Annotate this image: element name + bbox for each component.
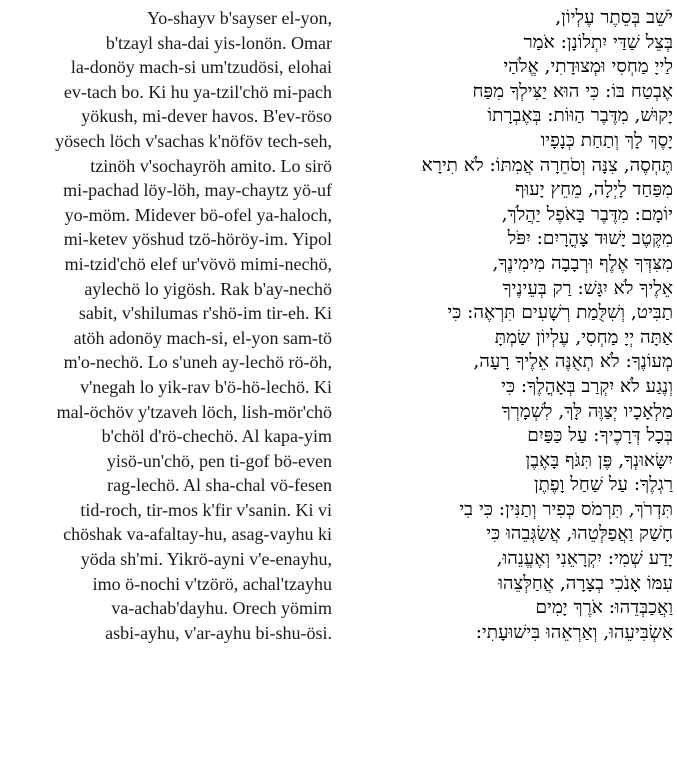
- hebrew-line: חָשַׁק וַאֲפַלְּטֵהוּ, אֲשַׂגְּבֵהוּ כִּי: [486, 523, 673, 545]
- hebrew-line: מִפַּחַד לָיְלָה, מֵחֵץ יָעוּף: [514, 179, 673, 201]
- transliteration-line: va-achab'dayhu. Orech yömim: [111, 598, 332, 619]
- hebrew-line: אֵלֶיךָ לֹא יִגָּשׁ: רַק בְּעֵינֶיךָ: [502, 277, 673, 299]
- transliteration-line: ev-tach bo. Ki hu ya-tzil'chö mi-pach: [63, 81, 332, 102]
- hebrew-line: מִקֶּטֶב יָשׁוּד צָהֳרָיִם: יִפֹּל: [507, 228, 673, 250]
- transliteration-line: yisö-un'chö, pen ti-gof bö-even: [106, 450, 332, 471]
- transliteration-line: rag-lechö. Al sha-chal vö-fesen: [107, 475, 332, 496]
- hebrew-column: [336, 0, 677, 760]
- transliteration-line: imo ö-nochi v'tzörö, achal'tzayhu: [92, 573, 332, 594]
- hebrew-line: אַשְׂבִּיעֵהוּ, וְאַרְאֵהוּ בִּישׁוּעָתִי:: [475, 621, 673, 643]
- transliteration-line: mi-pachad löy-löh, may-chaytz yö-uf: [63, 180, 332, 201]
- hebrew-line: יָדַע שְׁמִי: יִקְרָאֵנִי וְאֶעֱנֵהוּ,: [496, 548, 673, 570]
- transliteration-line: yökush, mi-dever havos. B'ev-röso: [81, 106, 332, 127]
- hebrew-line: וְנֶגַע לֹא יִקְרַב בְּאָהֳלֶךָ: כִּי: [501, 375, 673, 397]
- transliteration-line: chöshak va-afaltay-hu, asag-vayhu ki: [63, 524, 332, 545]
- transliteration-line: mi-tzid'chö elef ur'vövö mimi-nechö,: [64, 253, 332, 274]
- hebrew-line: יֹשֵׁב בְּסֵתֶר עֶלְיוֹן,: [555, 7, 673, 28]
- transliteration-column: [0, 0, 336, 760]
- hebrew-line: יוֹמָם: מִדֶּבֶר בָּאֹפֶל יַהֲלֹךְ,: [501, 203, 673, 225]
- transliteration-line: yöda sh'mi. Yikrö-ayni v'e-enayhu,: [80, 549, 332, 570]
- hebrew-line: יִשָּׂאוּנְךָ, פֶּן תִּגֹּף בָּאֶבֶן: [525, 449, 673, 471]
- hebrew-line: בְּצֵל שַׁדַּי יִתְלוֹנָן: אֹמַר: [523, 31, 673, 53]
- hebrew-line: רַגְלֶךָ: עַל שַׁחַל וָפֶתֶן: [533, 474, 673, 496]
- transliteration-line: sabit, v'shilumas r'shö-im tir-eh. Ki: [78, 303, 332, 324]
- transliteration-line: b'tzayl sha-dai yis-lonön. Omar: [105, 32, 332, 53]
- hebrew-line: בְּכָל דְּרָכֶיךָ: עַל כַּפַּיִם: [527, 425, 673, 447]
- hebrew-line: וַאֲכַבְּדֵהוּ: אֹרֶךְ יָמִים: [535, 597, 673, 619]
- hebrew-line: יָקוּשׁ, מִדֶּבֶר הַוּוֹת: בְּאֶבְרָתוֹ: [487, 105, 673, 127]
- transliteration-line: tid-roch, tir-mos k'fir v'sanin. Ki vi: [80, 499, 332, 520]
- hebrew-line: תַבִּיט, וְשִׁלֻּמַת רְשָׁעִים תִּרְאֶה: כִּי: [447, 302, 673, 324]
- hebrew-line: מַלְאָכָיו יְצַוֶּה לָּךְ, לִשְׁמָרְךָ: [501, 400, 673, 422]
- hebrew-line: עִמּוֹ אָנֹכִי בְצָרָה, אֲחַלְּצֵהוּ: [498, 572, 673, 594]
- transliteration-line: b'chöl d'rö-chechö. Al kapa-yim: [101, 426, 332, 447]
- transliteration-line: yösech löch v'sachas k'nöföv tech-seh,: [55, 130, 332, 151]
- transliteration-line: Yo-shayv b'sayser el-yon,: [147, 8, 332, 28]
- transliteration-line: la-donöy mach-si um'tzudösi, elohai: [70, 57, 332, 78]
- transliteration-line: m'o-nechö. Lo s'uneh ay-lechö rö-öh,: [63, 352, 332, 373]
- transliteration-line: yo-möm. Midever bö-ofel ya-haloch,: [64, 204, 332, 225]
- transliteration-line: asbi-ayhu, v'ar-ayhu bi-shu-ösi.: [105, 622, 332, 643]
- hebrew-line: תֶּחְסֶה, צִנָּה וְסֹחֵרָה אֲמִתּוֹ: לֹא תִירָא: [421, 154, 673, 176]
- hebrew-line: אֶבְטַח בּוֹ: כִּי הוּא יַצִּילְךָ מִפַּח: [472, 80, 673, 102]
- hebrew-line: אַתָּה יְיָ מַחְסִי, עֶלְיוֹן שַׂמְתָּ: [494, 326, 673, 348]
- transliteration-line: mal-öchöv y'tzaveh löch, lish-mör'chö: [56, 401, 332, 422]
- transliteration-line: aylechö lo yigösh. Rak b'ay-nechö: [84, 278, 332, 299]
- hebrew-line: תִּדְרֹךְ, תִּרְמֹס כְּפִיר וְתַנִּין: כִּי בִי: [459, 498, 673, 520]
- hebrew-line: מִצִּדְּךָ אֶלֶף וּרְבָבָה מִימִינֶךָ,: [492, 252, 673, 274]
- transliteration-line: atöh adonöy mach-si, el-yon sam-tö: [73, 327, 332, 348]
- hebrew-line: לַייָ מַחְסִי וּמְצוּדָתִי, אֱלֹהַי: [503, 56, 673, 78]
- transliteration-line: tzinöh v'sochayröh amito. Lo sirö: [90, 155, 332, 176]
- transliteration-line: mi-ketev yöshud tzö-höröy-im. Yipol: [63, 229, 332, 250]
- hebrew-line: יָסֶךְ לָךְ וְתַחַת כְּנָפָיו: [540, 129, 673, 151]
- hebrew-line: מְעוֹנֶךָ: לֹא תְאֻנֶּה אֵלֶיךָ רָעָה,: [473, 351, 673, 373]
- transliteration-line: v'negah lo yik-rav b'ö-hö-lechö. Ki: [80, 376, 332, 397]
